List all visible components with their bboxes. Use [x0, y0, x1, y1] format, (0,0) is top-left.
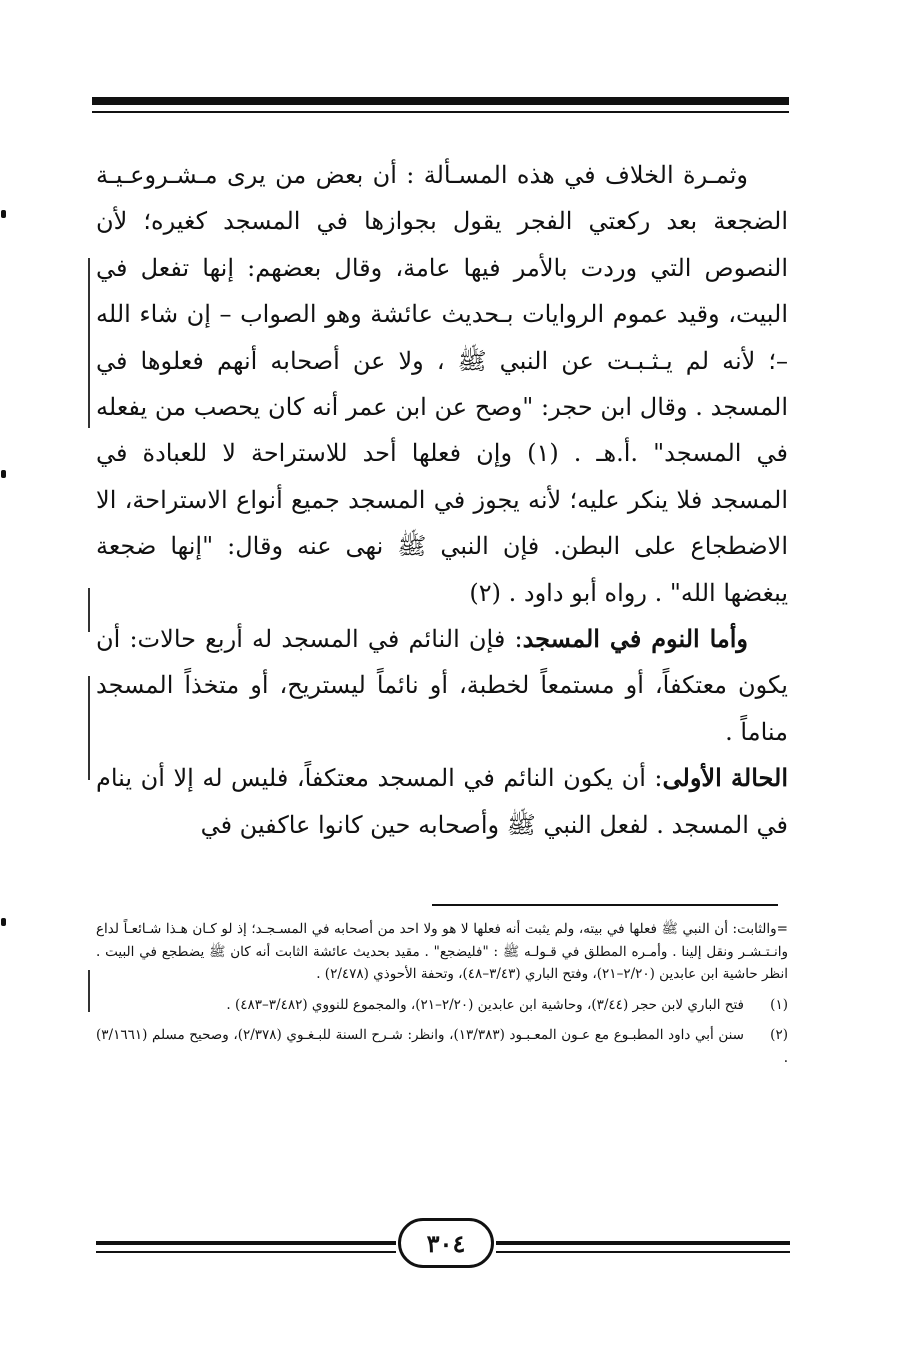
- margin-scan-line: [88, 676, 90, 780]
- footnote-text: سنن أبي داود المطبـوع مع عـون المعـبـود (١٣/٣٨٣)، وانظر: شـرح السنة للبـغـوي (٢/٣٧٨)، وصحيح مسلم (٣/١٦٦١) .: [96, 1027, 788, 1066]
- footer-rule-right-thin: [496, 1251, 790, 1253]
- footnote-1: [96, 994, 788, 1017]
- scan-edge-mark: [1, 210, 6, 218]
- footnotes: [96, 918, 788, 1077]
- paragraph-case-one: [96, 755, 788, 848]
- paragraph-dajaa: وثمـرة الخلاف في هذه المسـألة : أن بعض من يرى مـشـروعـيـة الضجعة بعد ركعتي الفجر يقول بجوازها في المسجد كغيره؛ لأن النصوص التي وردت بالأمر فيها عامة، وقال بعضهم: إنها تفعل في البيت، وقيد عموم الروايات بـحديث عائشة وهو الصواب – إن شاء الله –؛ لأنه لم يـثـبـت عن النبي ﷺ ، ولا عن أصحابه أنهم فعلوها في المسجد . وقال ابن حجر: "وصح عن ابن عمر أنه كان يحصب من يفعله في المسجد" .أ.هـ . (١) وإن فعلها أحد للاستراحة لا للعبادة في المسجد فلا ينكر عليه؛ لأنه يجوز في المسجد جميع أنواع الاستراحة، الا الاضطجاع على البطن. فإن النبي ﷺ نهى عنه وقال: "إنها ضجعة يبغضها الله" . رواه أبو داود . (٢): [96, 161, 788, 607]
- header-rule-thick: [92, 97, 789, 105]
- footnote-separator: [432, 904, 778, 906]
- footer-rule-left: [96, 1241, 396, 1245]
- header-rule-thin: [92, 111, 789, 113]
- case-one-heading: الحالة الأولى: [662, 763, 788, 793]
- sleep-text: : فإن النائم في المسجد له أربع حالات: أن يكون معتكفاً، أو مستمعاً لخطبة، أو نائماً ليستريح، أو متخذاً المسجد مناماً .: [96, 625, 788, 746]
- main-body-text: [96, 152, 788, 848]
- case-one-text: : أن يكون النائم في المسجد معتكفاً، فليس له إلا أن ينام في المسجد . لفعل النبي ﷺ وأصحابه حين كانوا عاكفين في: [96, 764, 788, 839]
- margin-scan-line: [88, 588, 90, 632]
- footnote-number: (١): [770, 996, 788, 1013]
- scan-edge-mark: [1, 918, 6, 926]
- footer-rule-left-thin: [96, 1251, 396, 1253]
- footnote-number: (٢): [770, 1027, 788, 1043]
- footnote-text: فتح الباري لابن حجر (٣/٤٤)، وحاشية ابن عابدين (٢/٢٠–٢١)، والمجموع للنووي (٣/٤٨٢–٤٨٣) .: [226, 996, 744, 1013]
- footnote-continuation: =والثابت: أن النبي ﷺ فعلها في بيته، ولم يثبت أنه فعلها لا هو ولا احد من أصحابه في المسـجـد؛ إذ لو كـان هـذا شـائعـاً لداع وانـتـشـر ونقل إلينا . وأمـره المطلق في قـولـه ﷺ : "فليضجع" . مقيد بحديث عائشة الثابت أنه كان ﷺ يضطجع في البيت . انظر حاشية ابن عابدين (٢/٢٠–٢١)، وفتح الباري (٣/٤٣–٤٨)، وتحفة الأحوذي (٢/٤٧٨) .: [96, 921, 788, 982]
- scan-edge-mark: [1, 470, 6, 478]
- paragraph-sleep: [96, 616, 788, 755]
- page-number: ٣٠٤: [398, 1218, 494, 1268]
- sleep-heading: وأما النوم في المسجد: [522, 624, 749, 654]
- margin-scan-line: [88, 258, 90, 428]
- margin-scan-line: [88, 970, 90, 1012]
- footer-rule-right: [496, 1241, 790, 1245]
- footnote-2: [96, 1024, 788, 1069]
